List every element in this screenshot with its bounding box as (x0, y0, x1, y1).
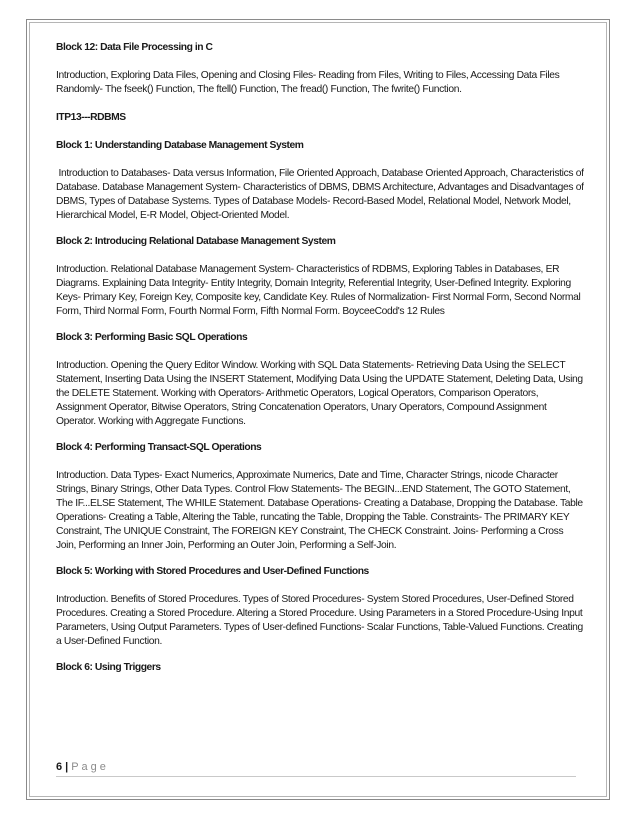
heading-block-5: Block 5: Working with Stored Procedures and User-Defined Functions (56, 566, 369, 577)
body-block-12: Introduction, Exploring Data Files, Opening and Closing Files- Reading from Files, Writing to Files, Accessing Data Files Randomly- The fseek() Function, The ftell() Function, The fread() Function, The fwrite() Function. (56, 70, 560, 95)
page-footer (56, 760, 576, 774)
body-block-1: Introduction to Databases- Data versus Information, File Oriented Approach, Database Oriented Approach, Characteristics of Database. Database Management System- Characteristics of DBMS, DBMS Architecture, Advantages and Disadvantages of DBMS, Types of Database Systems. Types of Database Models- Record-Based Model, Relational Model, Network Model, Hierarchical Model, E-R Model, Object-Oriented Model. (56, 168, 587, 221)
heading-block-1: Block 1: Understanding Database Management System (56, 140, 304, 151)
body-block-5: Introduction. Benefits of Stored Procedures. Types of Stored Procedures- System Stored Procedures, User-Defined Stored Procedures. Creating a Stored Procedure. Altering a Stored Procedure. Using Parameters in a Stored Procedure-Using Input Parameters, Using Output Parameters. Types of User-defined Functions- Scalar Functions, Table-Valued Functions. Creating a User-Defined Function. (56, 594, 583, 647)
body-block-3: Introduction. Opening the Query Editor Window. Working with SQL Data Statements- Retrieving Data Using the SELECT Statement, Inserting Data Using the INSERT Statement, Modifying Data Using the UPDATE Statement, Deleting Data, Using the DELETE Statement. Working with Operators- Arithmetic Operators, Logical Operators, Comparison Operators, Assignment Operator, Bitwise Operators, String Concatenation Operators, Unary Operators, Compound Assignment Operator. Working with Aggregate Functions. (56, 360, 583, 427)
body-block-4: Introduction. Data Types- Exact Numerics, Approximate Numerics, Date and Time, Character Strings, nicode Character Strings, Binary Strings, Other Data Types. Control Flow Statements- The BEGIN...END Statement, The GOTO Statement, The IF...ELSE Statement, The WHILE Statement. Database Operations- Creating a Database, Dropping the Database. Table Operations- Creating a Table, Altering the Table, runcating the Table, Dropping the Table. Constraints- The PRIMARY KEY Constraint, The UNIQUE Constraint, The FOREIGN KEY Constraint, The CHECK Constraint. Joins- Performing a Cross Join, Performing an Inner Join, Performing an Outer Join, Performing a Self-Join. (56, 470, 583, 551)
page-number: 6 (56, 761, 63, 773)
heading-itp13: ITP13---RDBMS (56, 112, 126, 123)
heading-block-4: Block 4: Performing Transact-SQL Operations (56, 442, 262, 453)
heading-block-12: Block 12: Data File Processing in C (56, 42, 213, 53)
heading-block-2: Block 2: Introducing Relational Database Management System (56, 236, 336, 247)
footer-separator: | (65, 761, 69, 773)
document-body (56, 41, 587, 675)
footer-rule (56, 776, 576, 777)
body-block-2: Introduction. Relational Database Management System- Characteristics of RDBMS, Exploring Tables in Databases, ER Diagrams. Explaining Data Integrity- Entity Integrity, Domain Integrity, Referential Integrity, User-Defined Integrity. Exploring Keys- Primary Key, Foreign Key, Composite key, Candidate Key. Rules of Normalization- First Normal Form, Second Normal Form, Third Normal Form, Fourth Normal Form, Fifth Normal Form. BoyceeCodd's 12 Rules (56, 264, 581, 317)
page-label: Page (71, 761, 109, 773)
heading-block-6: Block 6: Using Triggers (56, 662, 161, 673)
heading-block-3: Block 3: Performing Basic SQL Operations (56, 332, 248, 343)
